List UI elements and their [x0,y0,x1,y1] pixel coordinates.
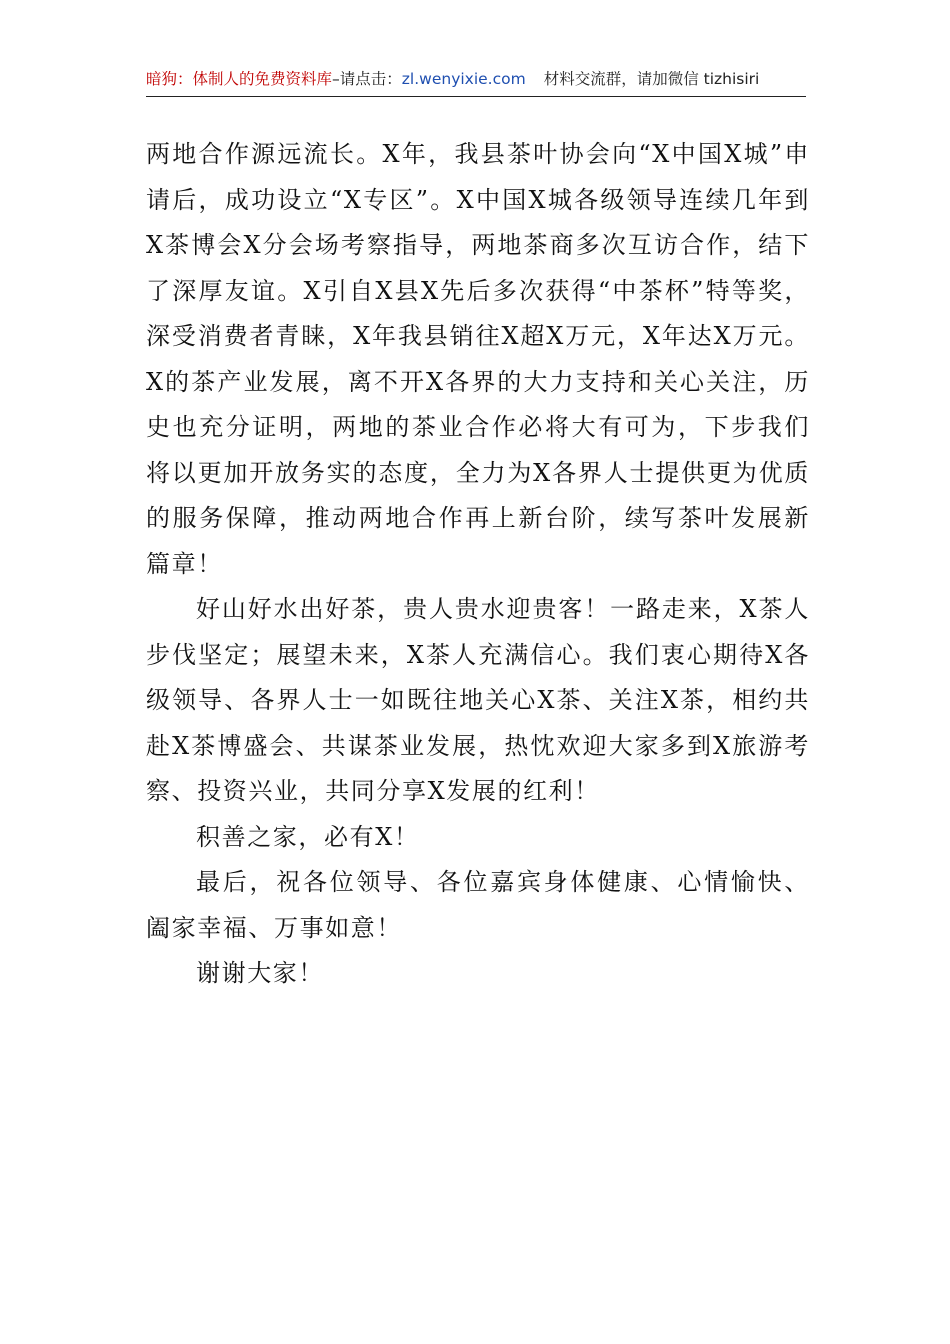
header-brand: 暗狗：体制人的免费资料库 [146,70,333,88]
page-header [146,66,806,97]
paragraph-continuation: 两地合作源远流长。X年，我县茶叶协会向“X中国X城”申请后，成功设立“X专区”。X中国X城各级领导连续几年到X茶博会X分会场考察指导，两地茶商多次互访合作，结下了深厚友谊。X引自X县X先后多次获得“中茶杯”特等奖，深受消费者青睐，X年我县销往X超X万元，X年达X万元。X的茶产业发展，离不开X各界的大力支持和关心关注，历史也充分证明，两地的茶业合作必将大有可为，下步我们将以更加开放务实的态度，全力为X各界人士提供更为优质的服务保障，推动两地合作再上新台阶，续写茶叶发展新篇章！ [146,140,810,578]
paragraph: 好山好水出好茶，贵人贵水迎贵客！一路走来，X茶人步伐坚定；展望未来，X茶人充满信心。我们衷心期待X各级领导、各界人士一如既往地关心X茶、关注X茶，相约共赴X茶博盛会、共谋茶业发展，热忱欢迎大家多到X旅游考察、投资兴业，共同分享X发展的红利！ [146,595,810,805]
document-body [146,132,810,997]
closing-line: 谢谢大家！ [196,959,324,987]
paragraph: 最后，祝各位领导、各位嘉宾身体健康、心情愉快、阖家幸福、万事如意！ [146,868,810,942]
header-prompt: –请点击： [332,70,402,88]
header-contact: 材料交流群，请加微信 tizhisiri [543,70,760,88]
paragraph: 积善之家，必有X！ [196,822,420,851]
header-link[interactable]: zl.wenyixie.com [401,70,526,88]
